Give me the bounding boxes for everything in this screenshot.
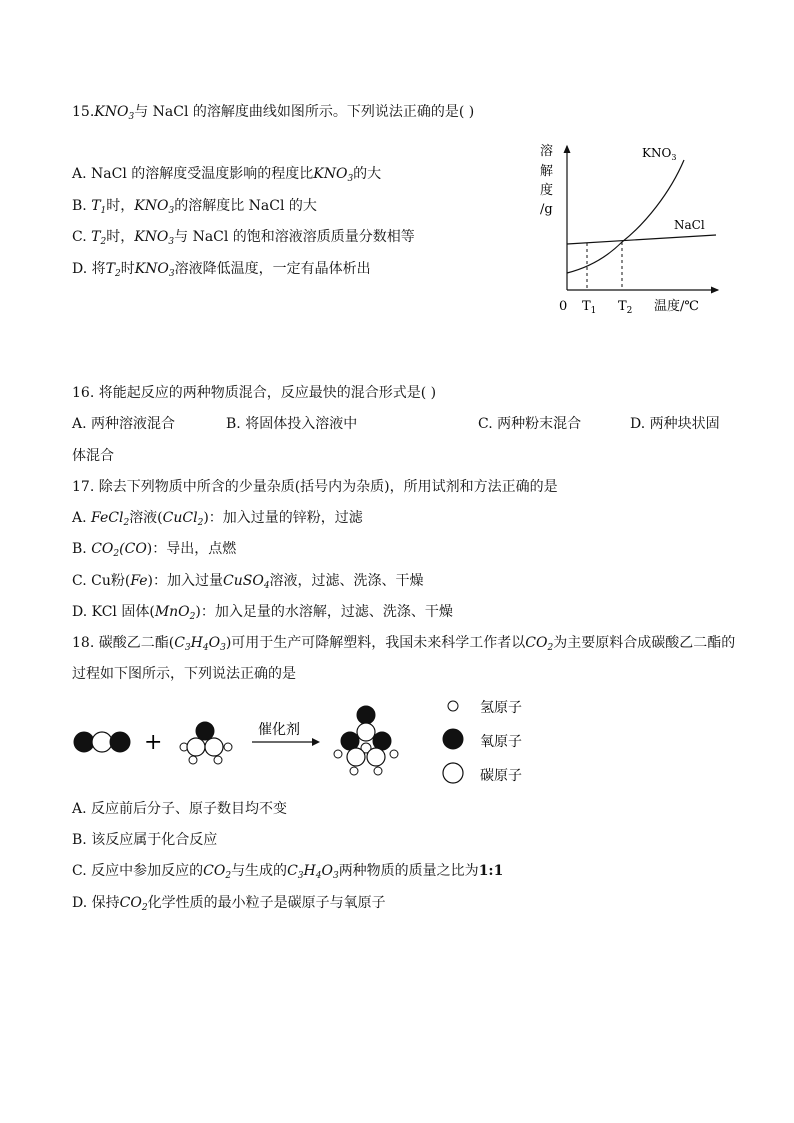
formula-c3h4o3: $C_3H_4O_3$: [174, 635, 226, 653]
q15-a-text-end: 的大: [353, 166, 382, 182]
legend-oxygen-label: 氧原子: [480, 734, 522, 750]
q16-option-c: C. 两种粉末混合: [478, 416, 582, 432]
q18-c-ratio: 1:1: [478, 863, 504, 879]
q17-option-c: [72, 572, 424, 595]
formula-kno3: $KNO_3$: [134, 198, 175, 216]
plus-sign: +: [144, 730, 163, 755]
q17-c-text: C. Cu粉(: [72, 573, 131, 589]
solubility-graph: [530, 138, 730, 318]
q17-option-d: [72, 603, 453, 626]
q17-d-text: D. KCl 固体(: [72, 604, 155, 620]
formula-fecl2: FeCl$_2$: [91, 510, 130, 528]
q15-d-text: D. 将: [72, 261, 106, 277]
q17-b-tail: )：导出，点燃: [146, 541, 237, 557]
q15-a-text: A. NaCl 的溶解度受温度影响的程度比: [72, 166, 314, 182]
q18-d-text: D. 保持: [72, 895, 120, 911]
q17-stem: 17. 除去下列物质中所含的少量杂质(括号内为杂质)，所用试剂和方法正确的是: [72, 479, 558, 495]
symbol-t2: $T_2$: [91, 229, 107, 247]
q18-option-d: [72, 894, 386, 917]
q15-number: 15.: [72, 104, 95, 120]
nacl-label: NaCl: [674, 218, 705, 232]
q17-c-tail: 溶液，过滤、洗涤、干燥: [269, 573, 424, 589]
q17-d-tail: )：加入足量的水溶解，过滤、洗涤、干燥: [195, 604, 453, 620]
q16-stem: 16. 将能起反应的两种物质混合，反应最快的混合形式是( ): [72, 385, 437, 401]
q15-stem: [72, 103, 474, 126]
q16-option-a: A. 两种溶液混合: [72, 416, 176, 432]
q15-stem-text: 与 NaCl 的溶解度曲线如图所示。下列说法正确的是( ): [134, 104, 475, 120]
origin-label: 0: [559, 299, 568, 314]
co2-molecule: [74, 732, 130, 752]
q17-option-a: A. FeCl$_2$溶液(CuCl$_2$)：加入过量的锌粉，过滤: [72, 510, 363, 528]
t2-label: $T_2$: [618, 299, 633, 316]
q16-option-d: D. 两种块状固: [630, 416, 720, 432]
symbol-t2: $T_2$: [105, 261, 121, 279]
q18-c-mid: 与生成的: [231, 863, 288, 879]
nacl-curve: [567, 235, 716, 244]
q15-d-mid: 时: [120, 261, 135, 277]
q17-a-tail: )：加入过量的锌粉，过滤: [203, 510, 363, 526]
q18-c-text: C. 反应中参加反应的: [72, 863, 204, 879]
q18-stem-line2: 过程如下图所示，下列说法正确的是: [72, 666, 296, 682]
q16-option-d-cont: 体混合: [72, 448, 114, 464]
formula-kno3: $KNO_3$: [134, 229, 175, 247]
epoxide-molecule: [180, 722, 232, 764]
formula-co2: $CO_2(CO$: [91, 541, 147, 559]
legend-oxygen-marker: [443, 729, 463, 749]
y-label-4: /g: [540, 202, 553, 217]
legend-hydrogen-label: 氢原子: [480, 700, 522, 716]
q17-c-mid: )：加入过量: [147, 573, 224, 589]
formula-mno2: MnO$_2$: [154, 604, 196, 622]
q17-a-text: 溶液(: [129, 510, 163, 526]
formula-kno3: $KNO_3$: [134, 261, 175, 279]
formula-cuso4: CuSO$_4$: [223, 573, 270, 591]
q18-stem: [72, 634, 735, 657]
q18-c-post: 两种物质的质量之比为: [338, 863, 479, 879]
y-label-1: 溶: [540, 144, 554, 159]
q15-b-mid: 时，: [106, 198, 135, 214]
product-molecule: [334, 706, 398, 775]
q18-option-b: B. 该反应属于化合反应: [72, 832, 218, 848]
reaction-diagram: [60, 692, 560, 792]
q17-option-b: B. $CO_2(CO)$：导出，点燃: [72, 541, 237, 559]
q15-d-text-end: 溶液降低温度，一定有晶体析出: [174, 261, 371, 277]
formula-kno3: $KNO_3$: [313, 166, 354, 184]
q15-option-a: [72, 165, 381, 188]
q18-stem-pre: 18. 碳酸乙二酯(: [72, 635, 175, 651]
q18-stem-mid: )可用于生产可降解塑料，我国未来科学工作者以: [225, 635, 526, 651]
q15-option-b: [72, 197, 317, 220]
kno3-label: $KNO_3$: [642, 146, 677, 162]
formula-co2: $CO_2$: [203, 863, 232, 881]
legend-hydrogen-marker: [448, 701, 458, 711]
formula-fe: Fe: [130, 573, 148, 589]
y-label-3: 度: [540, 183, 554, 198]
formula-kno3: $KNO_3$: [94, 104, 135, 122]
symbol-t1: $T_1$: [91, 198, 107, 216]
q15-c-text-end: 与 NaCl 的饱和溶液溶质质量分数相等: [174, 229, 415, 245]
legend-carbon-marker: [443, 763, 463, 783]
legend: [443, 700, 522, 784]
t1-label: $T_1$: [582, 299, 597, 316]
formula-co2: $CO_2$: [119, 895, 148, 913]
q16-option-b: B. 将固体投入溶液中: [226, 416, 358, 432]
q15-option-c: [72, 228, 415, 251]
q15-c-mid: 时，: [106, 229, 135, 245]
q18-d-post: 化学性质的最小粒子是碳原子与氧原子: [147, 895, 386, 911]
q15-b-text-end: 的溶解度比 NaCl 的大: [174, 198, 317, 214]
y-label-2: 解: [540, 164, 554, 179]
q18-option-c: [72, 862, 503, 885]
x-axis-label: 温度/℃: [654, 299, 699, 314]
q18-option-a: A. 反应前后分子、原子数目均不变: [72, 801, 288, 817]
q15-option-d: [72, 260, 371, 283]
formula-co2: $CO_2$: [525, 635, 554, 653]
formula-c3h4o3: $C_3H_4O_3$: [287, 863, 339, 881]
legend-carbon-label: 碳原子: [480, 768, 522, 784]
formula-cucl2: CuCl$_2$: [162, 510, 204, 528]
kno3-curve: [567, 160, 684, 273]
q15-b-text: B.: [72, 198, 92, 214]
q15-c-text: C.: [72, 229, 92, 245]
q18-stem-post: 为主要原料合成碳酸乙二酯的: [553, 635, 736, 651]
catalyst-label: 催化剂: [258, 722, 300, 738]
